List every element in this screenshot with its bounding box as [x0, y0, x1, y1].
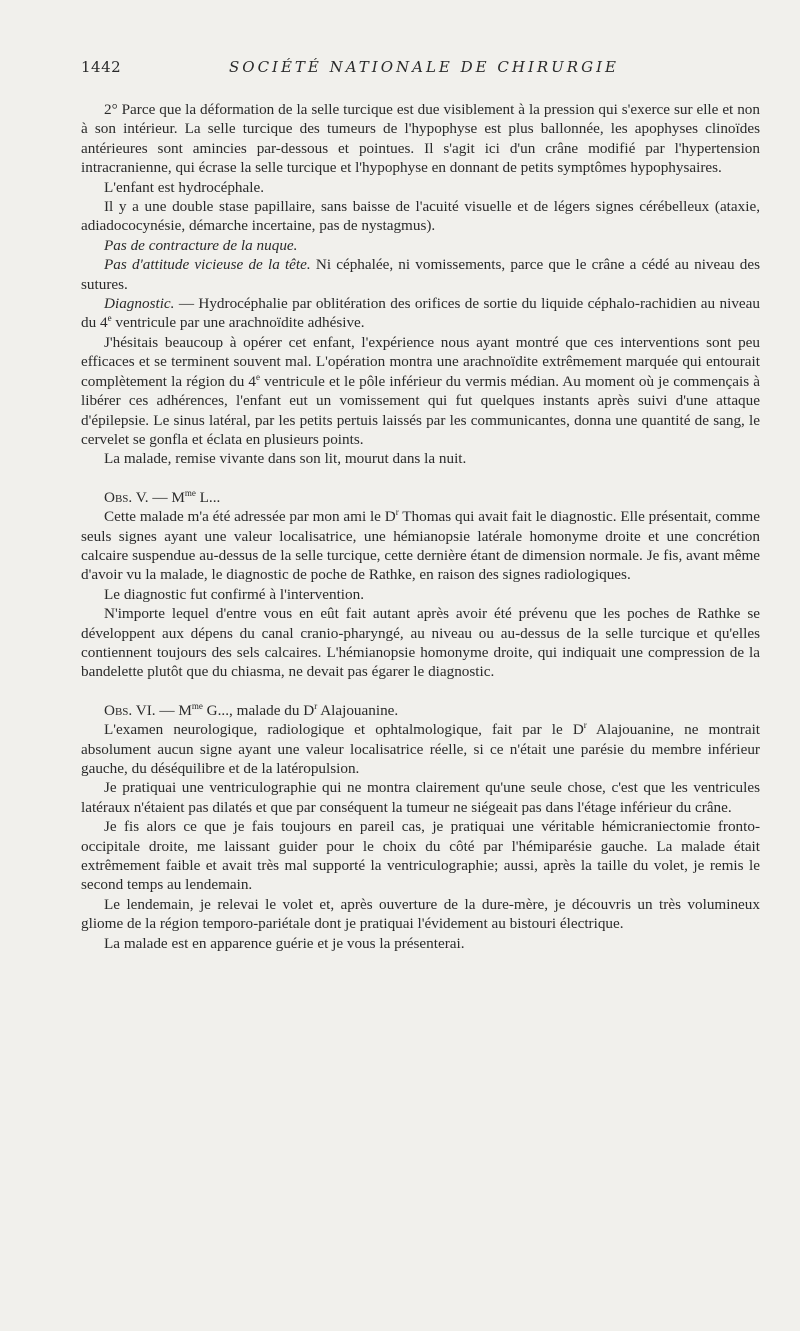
section-gap [81, 682, 760, 701]
superscript: e [107, 313, 112, 324]
text-run: Cette malade m'a été adressée par mon ami le D [104, 508, 396, 526]
paragraph: La malade est en apparence guérie et je vous la présenterai. [104, 934, 465, 952]
text-run: — Hydrocéphalie par oblitération des orifices de sortie du liquide céphalo-rachidien au niveau du 4 [81, 295, 760, 332]
running-header [81, 58, 760, 82]
text-run: Alajouanine. [317, 701, 399, 719]
italic-phrase: Pas d'attitude vicieuse de la tête. [104, 256, 311, 274]
text-run: Alajouanine, ne montrait absolument aucun signe ayant une valeur localisatrice réelle, si ce n'était une parésie du membre inférieur gauche, du déséquilibre et de la latéropulsion. [81, 721, 761, 777]
text-run: L'examen neurologique, radiologique et ophtalmologique, fait par le D [104, 721, 584, 739]
paragraph: Le lendemain, je relevai le volet et, après ouverture de la dure-mère, je découvris un très volumineux gliome de la région temporo-pariétale dont je pratiquai l'évidement au bistouri électrique. [81, 895, 760, 933]
superscript: me [191, 700, 203, 711]
superscript: r [395, 507, 399, 518]
observation-heading [81, 488, 760, 507]
journal-title: SOCIÉTÉ NATIONALE DE CHIRURGIE [229, 58, 619, 76]
paragraph: 2° Parce que la déformation de la selle turcique est due visiblement à la pression qui s'exerce sur elle et non à son intérieur. La selle turcique des tumeurs de l'hypophyse est plus ballonnée, les apophyses clinoïdes antérieures sont amincies par-dessous et pointues. Il s'agit ici d'un crâne modifié par l'hypertension intracranienne, qui écrase la selle turcique et l'hypophyse en donnant de petits symptômes hypophysaires. [81, 101, 760, 177]
paragraph: Pas de contracture de la nuque. [104, 236, 298, 254]
paragraph [81, 720, 760, 778]
paragraph: L'enfant est hydrocéphale. [104, 178, 265, 196]
body-text [81, 100, 760, 953]
text-run: — M [148, 488, 185, 506]
superscript: r [314, 700, 318, 711]
text-run: G..., malade du D [202, 701, 315, 719]
paragraph [81, 333, 760, 449]
observation-label: Obs. VI. [104, 701, 156, 719]
paragraph: N'importe lequel d'entre vous en eût fait autant après avoir été prévenu que les poches de Rathke se développent aux dépens du canal cranio-pharyngé, au niveau ou au-dessus de la selle turcique et qu'elles contiennent toujours des sels calcaires. L'hémianopsie homonyme droite, qui indiquait une compression de la bandelette plutôt que du chiasma, ne devait pas égarer le diagnostic. [81, 605, 760, 681]
paragraph: Je pratiquai une ventriculographie qui ne montra clairement qu'une seule chose, c'est que les ventricules latéraux n'étaient pas dilatés et que par conséquent la tumeur ne siégeait pas dans l'étage inférieur du crâne. [81, 779, 760, 816]
paragraph [81, 507, 760, 585]
text-run: ventricule par une arachnoïdite adhésive. [111, 314, 365, 332]
paragraph: Il y a une double stase papillaire, sans baisse de l'acuité visuelle et de légers signes cérébelleux (ataxie, adiadococynésie, démarche incertaine, pas de nystagmus). [81, 198, 760, 235]
text-run: L... [195, 488, 221, 506]
section-gap [81, 469, 760, 488]
italic-phrase: Diagnostic. [104, 295, 175, 313]
paragraph: La malade, remise vivante dans son lit, mourut dans la nuit. [104, 450, 467, 468]
paragraph [81, 255, 760, 294]
paragraph: Je fis alors ce que je fais toujours en pareil cas, je pratiquai une véritable hémicraniectomie fronto-occipitale droite, me laissant guider pour le choix du côté par l'hémiparésie gauche. La malade était extrêmement faible et avait très mal supporté la ventriculographie; aussi, après la taille du volet, je remis le second temps au lendemain. [81, 818, 760, 894]
paragraph: Le diagnostic fut confirmé à l'intervention. [104, 585, 364, 603]
superscript: me [184, 487, 196, 498]
text-run: ventricule et le pôle inférieur du vermis médian. Au moment où je commençais à libérer ces adhérences, l'enfant eut un vomissement qui fut quelques instants après suivi d'une attaque d'épilepsie. Le sinus latéral, par les petits pertuis laissés par les communicantes, donna une quantité de sang, le cervelet se gonfla et éclata en plusieurs points. [81, 372, 760, 448]
observation-heading [81, 701, 760, 720]
superscript: e [256, 371, 261, 382]
text-run: Ni céphalée, ni vomissements, parce que le crâne a cédé au niveau des sutures. [81, 256, 761, 293]
page-number: 1442 [81, 58, 122, 76]
text-run: Thomas qui avait fait le diagnostic. Elle présentait, comme seuls signes ayant une valeur localisatrice, une hémianopsie latérale homonyme droite et une concrétion calcaire suspendue au-dessus de la selle turcique, cette dernière étant de dimension normale. Je fis, avant même d'avoir vu la malade, le diagnostic de poche de Rathke, en raison des signes radiologiques. [81, 508, 760, 584]
superscript: r [583, 720, 587, 731]
text-run: J'hésitais beaucoup à opérer cet enfant, l'expérience nous ayant montré que ces interventions sont peu efficaces et se terminent souvent mal. L'opération montra une arachnoïdite extrêmement marquée qui entourait complètement la région du 4 [81, 333, 760, 390]
text-run: — M [155, 701, 192, 719]
paragraph [81, 294, 760, 333]
observation-label: Obs. V. [104, 488, 149, 506]
